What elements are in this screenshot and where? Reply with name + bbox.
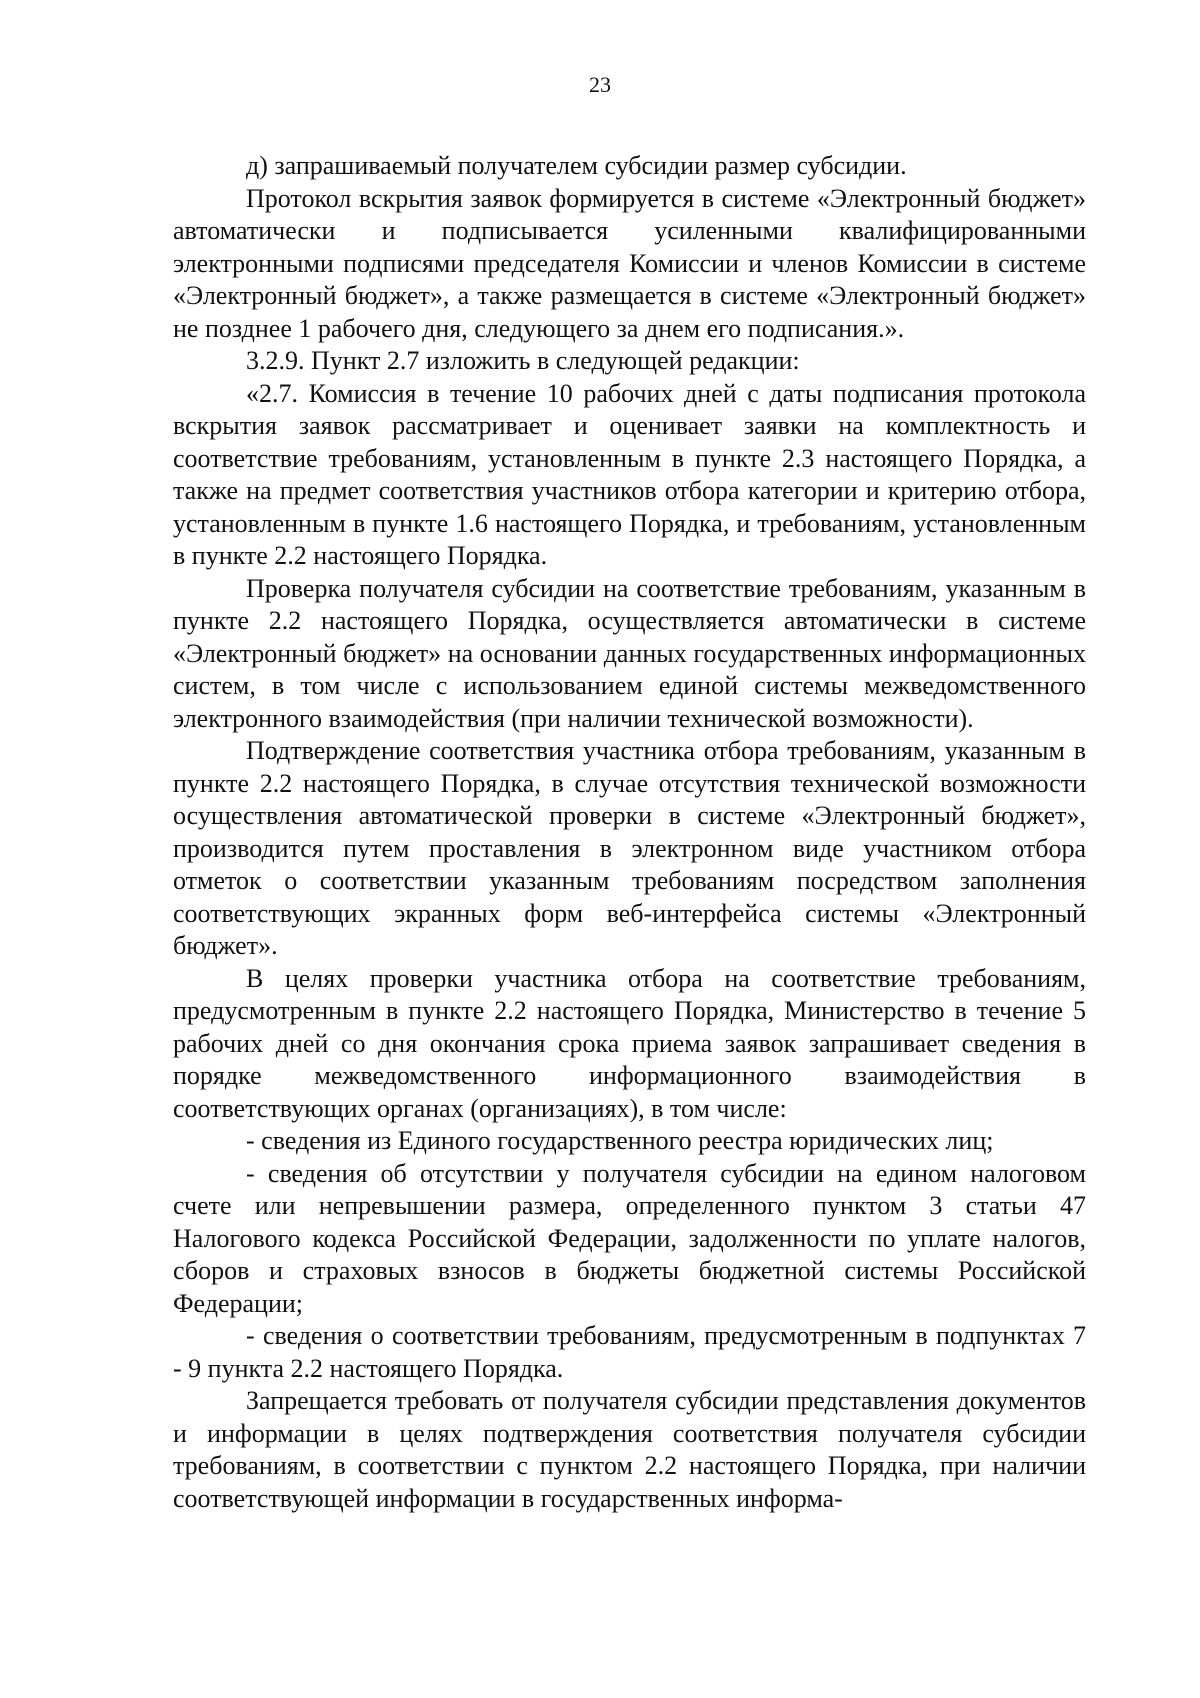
paragraph-prohibition: Запрещается требовать от получателя субсидии представления документов и информации в целях подтверждения соответствия получателя субсидии требованиям, в соответствии с пунктом 2.2 настоящего Порядка, при наличии соответствующей информации в государственных информа- xyxy=(173,1386,1086,1513)
paragraph-confirmation: Подтверждение соответствия участника отбора требованиям, указанным в пункте 2.2 настоящего Порядка, в случае отсутствия технической возможности осуществления автоматической проверки в системе «Электронный бюджет», производится путем проставления в электронном виде участником отбора отметок о соответствии указанным требованиям посредством заполнения соответствующих экранных форм веб-интерфейса системы «Электронный бюджет». xyxy=(173,736,1086,960)
paragraph-interagency-request: В целях проверки участника отбора на соответствие требованиям, предусмотренным в пункте 2.2 настоящего Порядка, Министерство в течение 5 рабочих дней со дня окончания срока приема заявок запрашивает сведения в порядке межведомственного информационного взаимодействия в соответствующих органах (организациях), в том числе: xyxy=(173,963,1086,1123)
list-item-tax-debt: - сведения об отсутствии у получателя субсидии на едином налоговом счете или непревышении размера, определенного пунктом 3 статьи 47 Налогового кодекса Российской Федерации, задолженности по уплате налогов, сборов и страховых взносов в бюджеты бюджетной системы Российской Федерации; xyxy=(173,1158,1086,1318)
list-item-requirements: - сведения о соответствии требованиям, предусмотренным в подпунктах 7 - 9 пункта 2.2 настоящего Порядка. xyxy=(173,1321,1086,1383)
paragraph-clause-2-7: «2.7. Комиссия в течение 10 рабочих дней с даты подписания протокола вскрытия заявок рассматривает и оценивает заявки на комплектность и соответствие требованиям, установленным в пункте 2.3 настоящего Порядка, а также на предмет соответствия участников отбора категории и критерию отбора, установленным в пункте 1.6 настоящего Порядка, и требованиям, установленным в пункте 2.2 настоящего Порядка. xyxy=(173,378,1086,570)
paragraph-automatic-check: Проверка получателя субсидии на соответствие требованиям, указанным в пункте 2.2 настоящего Порядка, осуществляется автоматически в системе «Электронный бюджет» на основании данных государственных информационных систем, в том числе с использованием единой системы межведомственного электронного взаимодействия (при наличии технической возможности). xyxy=(173,573,1086,733)
paragraph-amendment-3-2-9: 3.2.9. Пункт 2.7 изложить в следующей редакции: xyxy=(246,346,800,375)
document-body xyxy=(173,150,1086,1515)
list-item-egrul: - сведения из Единого государственного реестра юридических лиц; xyxy=(246,1126,994,1155)
paragraph-item-d: д) запрашиваемый получателем субсидии размер субсидии. xyxy=(246,151,907,180)
paragraph-opening-protocol: Протокол вскрытия заявок формируется в системе «Электронный бюджет» автоматически и подписывается усиленными квалифицированными электронными подписями председателя Комиссии и членов Комиссии в системе «Электронный бюджет», а также размещается в системе «Электронный бюджет» не позднее 1 рабочего дня, следующего за днем его подписания.». xyxy=(173,183,1086,343)
page-number: 23 xyxy=(589,72,611,97)
